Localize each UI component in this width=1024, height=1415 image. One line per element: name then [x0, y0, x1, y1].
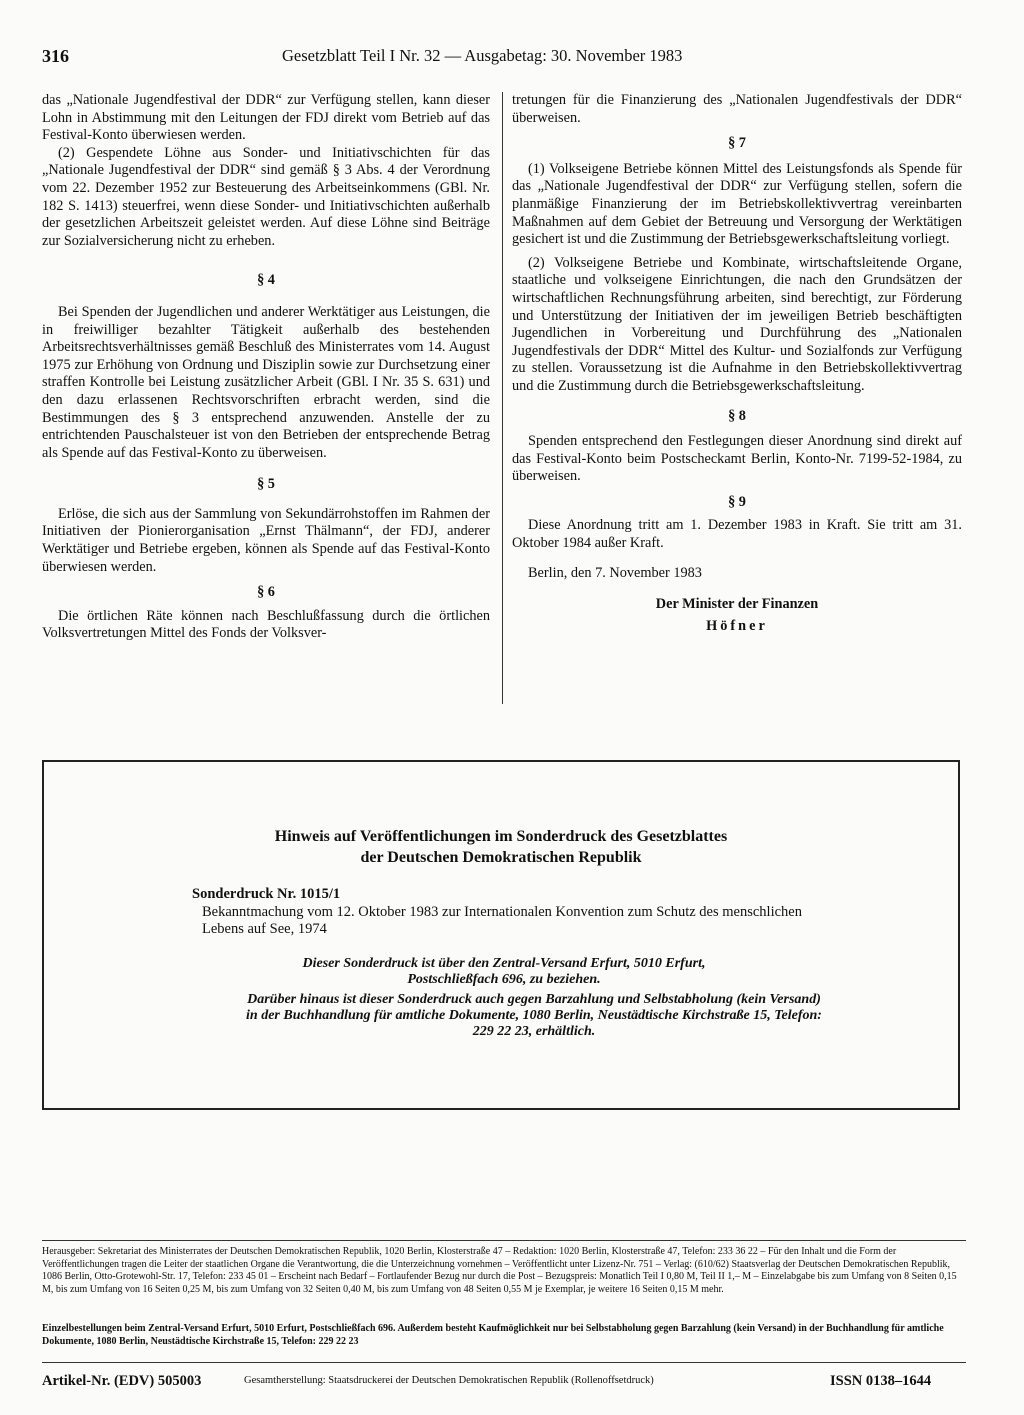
notice-title — [44, 826, 958, 868]
signature-name: Höfner — [706, 617, 768, 634]
issn: ISSN 0138–1644 — [830, 1373, 932, 1389]
footer-rule — [42, 1240, 966, 1241]
sonderdruck-text: Bekanntmachung vom 12. Oktober 1983 zur Internationalen Konvention zum Schutz des menschlichen Lebens auf See, 1974 — [202, 904, 802, 937]
left-column — [42, 92, 490, 643]
page-header — [42, 46, 962, 68]
notice-title-line-1: Hinweis auf Veröffentlichungen im Sonderdruck des Gesetzblattes — [274, 828, 728, 845]
footer-imprint: Herausgeber: Sekretariat des Ministerrates der Deutschen Demokratischen Republik, 1020 Berlin, Klosterstraße 47 – Redaktion: 1020 Berlin, Klosterstraße 47, Telefon: 233 36 22 – Für den Inhalt und die Form der Veröffentlichungen tragen die Leiter der staatlichen Organe die Verantwortung, die die Unterzeichnung vornehmen – Veröffentlicht unter Lizenz-Nr. 751 – Verlag: (610/62) Staatsverlag der Deutschen Demokratischen Republik, 1086 Berlin, Otto-Grotewohl-Str. 17, Telefon: 233 45 01 – Erscheint nach Bedarf – Fortlaufender Bezug nur durch die Post – Bezugspreis: Monatlich Teil I 0,80 M, Teil II 1,– M – Einzelabgabe bis zum Umfang von 8 Seiten 0,15 M, bis zum Umfang von 16 Seiten 0,25 M, bis zum Umfang von 32 Seiten 0,40 M, bis zum Umfang von 48 Seiten 0,55 M je Exemplar, je weitere 16 Seiten 0,15 M mehr. — [42, 1246, 957, 1295]
signature-title: Der Minister der Finanzen — [655, 596, 819, 613]
page-number: 316 — [42, 46, 69, 66]
sonderdruck-label: Sonderdruck Nr. 1015/1 — [192, 886, 341, 902]
footer-orders: Einzelbestellungen beim Zentral-Versand Erfurt, 5010 Erfurt, Postschließfach 696. Außerdem besteht Kaufmöglichkeit nur bei Selbstabholung gegen Barzahlung (kein Versand) in der Buchhandlung für amtliche Dokumente, 1080 Berlin, Neustädtische Kirchstraße 15, Telefon: 229 22 23 — [42, 1323, 944, 1347]
footer-rule-2 — [42, 1362, 966, 1363]
paragraph: Die örtlichen Räte können nach Beschlußfassung durch die örtlichen Volksvertretungen Mittel des Fonds der Volksver- — [42, 607, 490, 642]
article-number: Artikel-Nr. (EDV) 505003 — [42, 1373, 202, 1389]
production-note: Gesamtherstellung: Staatsdruckerei der Deutschen Demokratischen Republik (Rollenoffsetdruck) — [244, 1375, 654, 1386]
section-heading-7: § 7 — [728, 135, 746, 152]
paragraph: das „Nationale Jugendfestival der DDR“ zur Verfügung stellen, kann dieser Lohn in Abstimmung mit den Leitungen der FDJ direkt vom Betrieb auf das Festival-Konto überwiesen werden. — [42, 92, 490, 144]
place-date: Berlin, den 7. November 1983 — [528, 564, 702, 581]
column-divider — [502, 92, 503, 704]
paragraph: Erlöse, die sich aus der Sammlung von Sekundärrohstoffen im Rahmen der Initiativen der Pionierorganisation „Ernst Thälmann“, der FDJ, anderer Werktätiger und Betriebe ergeben, können als Spende auf das Festival-Konto überwiesen werden. — [42, 505, 490, 575]
notice-title-line-2: der Deutschen Demokratischen Republik — [360, 849, 642, 866]
section-heading-5: § 5 — [257, 476, 275, 493]
notice-box — [42, 760, 960, 1110]
header-title: Gesetzblatt Teil I Nr. 32 — Ausgabetag: 30. November 1983 — [282, 46, 683, 65]
paragraph: (1) Volkseigene Betriebe können Mittel des Leistungsfonds als Spende für das „Nationale Jugendfestival der DDR“ zur Verfügung stellen, sofern die planmäßige Finanzierung der im Betriebskollektivvertrag vereinbarten Maßnahmen auf dem Gebiet der Betreuung und Versorgung der Werktätigen gesichert ist und die Zustimmung der Betriebsgewerkschaftsleitung vorliegt. — [512, 160, 962, 248]
notice-distribution: Dieser Sonderdruck ist über den Zentral-Versand Erfurt, 5010 Erfurt, Postschließfach 696, zu beziehen. — [302, 956, 706, 987]
paragraph: Diese Anordnung tritt am 1. Dezember 1983 in Kraft. Sie tritt am 31. Oktober 1984 außer Kraft. — [512, 517, 962, 552]
paragraph: Spenden entsprechend den Festlegungen dieser Anordnung sind direkt auf das Festival-Konto beim Postscheckamt Berlin, Konto-Nr. 7199-52-1984, zu überweisen. — [512, 433, 962, 485]
notice-purchase: Darüber hinaus ist dieser Sonderdruck auch gegen Barzahlung und Selbstabholung (kein Versand) in der Buchhandlung für amtliche Dokumente, 1080 Berlin, Neustädtische Kirchstraße 15, Telefon: 229 22 23, erhältlich. — [246, 992, 822, 1039]
paragraph: Bei Spenden der Jugendlichen und anderer Werktätiger aus Leistungen, die in freiwilliger bezahlter Tätigkeit außerhalb des bestehenden Arbeitsrechtsverhältnisses gemäß Beschluß des Ministerrates vom 14. August 1975 zur Erhöhung von Ordnung und Disziplin sowie zur Durchsetzung einer straffen Kontrolle bei Leistung zusätzlicher Arbeit (GBl. I Nr. 35 S. 631) und den dazu erlassenen Rechtsvorschriften erbracht werden, sind die Bestimmungen des § 3 entsprechend anzuwenden. Anstelle der zu entrichtenden Pauschalsteuer ist von den Betrieben der entsprechende Betrag als Spende auf das Festival-Konto zu überweisen. — [42, 303, 490, 461]
section-heading-6: § 6 — [257, 584, 275, 601]
paragraph: (2) Gespendete Löhne aus Sonder- und Initiativschichten für das „Nationale Jugendfestival der DDR“ sind gemäß § 3 Abs. 4 der Verordnung vom 22. Dezember 1952 zur Besteuerung des Arbeitseinkommens (GBl. Nr. 182 S. 1413) steuerfrei, wenn diese Sonder- und Initiativschichten außerhalb der gesetzlichen Arbeitszeit geleistet werden. Auf diese Löhne sind Beiträge zur Sozialversicherung nicht zu erheben. — [42, 144, 490, 249]
section-heading-4: § 4 — [257, 272, 275, 289]
section-heading-9: § 9 — [728, 493, 746, 510]
section-heading-8: § 8 — [728, 407, 746, 424]
paragraph: tretungen für die Finanzierung des „Nationalen Jugendfestivals der DDR“ überweisen. — [512, 92, 962, 126]
paragraph: (2) Volkseigene Betriebe und Kombinate, wirtschaftsleitende Organe, staatliche und volkseigene Einrichtungen, die nach den Grundsätzen der wirtschaftlichen Rechnungsführung arbeiten, sind berechtigt, zur Förderung und Unterstützung der Initiativen der im jeweiligen Betrieb beschäftigten Jugendlichen in Vorbereitung und Durchführung des „Nationalen Jugendfestivals der DDR“ Mittel des Kultur- und Sozialfonds zur Verfügung zu stellen. Voraussetzung ist die Aufnahme in den Betriebskollektivvertrag und die Zustimmung durch die Betriebsgewerkschaftsleitung. — [512, 254, 962, 394]
right-column — [512, 92, 962, 635]
